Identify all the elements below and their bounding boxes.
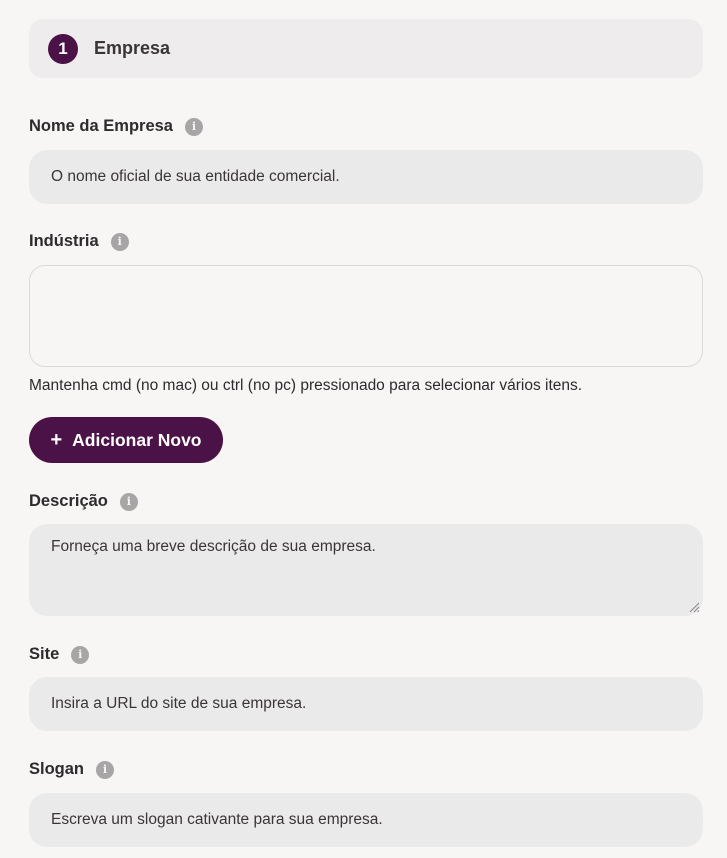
section-header[interactable] — [29, 19, 703, 78]
company-name-label — [29, 117, 203, 136]
slogan-label-text: Slogan — [29, 760, 85, 778]
description-label — [29, 492, 138, 511]
industry-help-text: Mantenha cmd (no mac) ou ctrl (no pc) pressionado para selecionar vários itens. — [29, 377, 583, 394]
section-title: Empresa — [94, 38, 171, 58]
add-new-button[interactable] — [29, 417, 223, 463]
resize-handle-icon[interactable] — [688, 601, 700, 613]
description-label-text: Descrição — [29, 492, 108, 510]
company-name-input[interactable] — [29, 150, 703, 204]
slogan-placeholder: Escreva um slogan cativante para sua empresa. — [51, 811, 383, 828]
site-url-input[interactable] — [29, 677, 703, 731]
industry-label — [29, 232, 129, 251]
info-icon[interactable]: i — [120, 493, 138, 511]
step-number-badge: 1 — [48, 34, 78, 64]
site-label — [29, 645, 89, 664]
info-icon[interactable]: i — [111, 233, 129, 251]
company-name-placeholder: O nome oficial de sua entidade comercial. — [51, 168, 340, 185]
industry-label-text: Indústria — [29, 232, 99, 250]
slogan-label — [29, 760, 114, 779]
slogan-input[interactable] — [29, 793, 703, 847]
description-textarea[interactable] — [29, 524, 703, 616]
industry-multiselect[interactable] — [29, 265, 703, 367]
info-icon[interactable]: i — [96, 761, 114, 779]
info-icon[interactable]: i — [185, 118, 203, 136]
add-new-button-label: Adicionar Novo — [72, 429, 202, 450]
site-placeholder: Insira a URL do site de sua empresa. — [51, 695, 307, 712]
info-icon[interactable]: i — [71, 646, 89, 664]
site-label-text: Site — [29, 645, 60, 663]
company-name-label-text: Nome da Empresa — [29, 117, 173, 135]
plus-icon: + — [50, 429, 63, 451]
description-placeholder: Forneça uma breve descrição de sua empresa. — [51, 538, 376, 555]
